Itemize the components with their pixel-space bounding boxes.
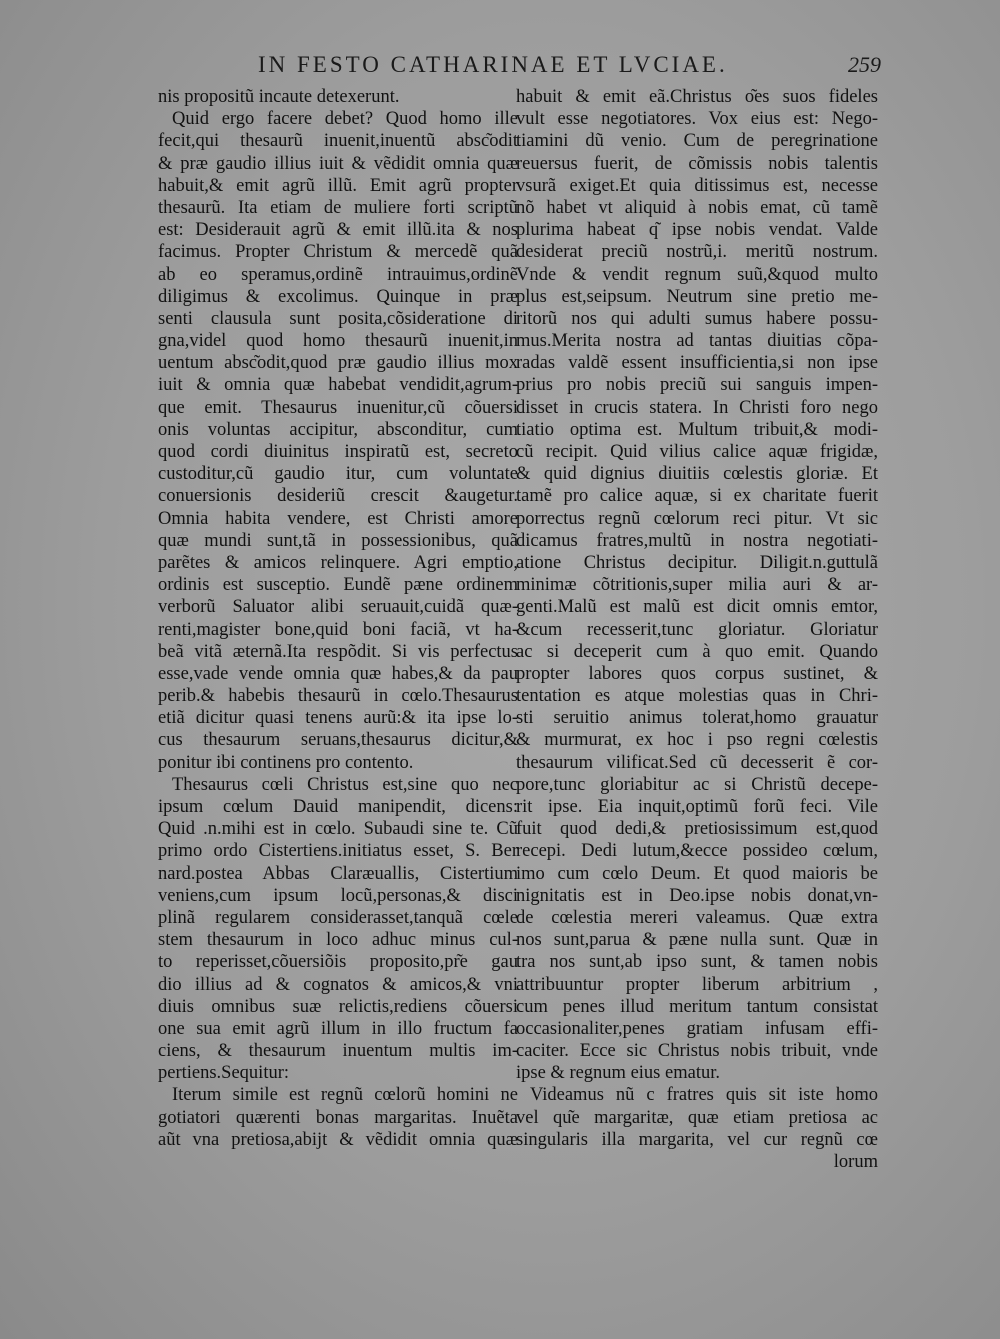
text-line: custoditur,cũ gaudio itur, cum voluntate	[158, 464, 518, 485]
right-text-column	[516, 86, 878, 1173]
text-line: fecit,qui thesaurũ inuenit,inuentũ absc͂odit	[158, 131, 518, 152]
text-line: minimæ cõtritionis,super milia auri & ar-	[516, 575, 878, 596]
text-line: facimus. Propter Christum & mercedẽ quã	[158, 242, 518, 263]
text-line: ipsum cœlum Dauid manipendit, dicens:	[158, 797, 518, 817]
text-line: verborũ Saluator alibi seruauit,cuidã quæ-	[158, 597, 518, 618]
running-title: IN FESTO CATHARINAE ET LVCIAE.	[258, 52, 728, 77]
text-line: Videamus nũ c fratres quis sit iste homo	[530, 1085, 878, 1106]
text-line: renti,magister bone,quid boni faciã, vt ha-	[158, 619, 518, 640]
text-line: ac si deceperit cum à quo emit. Quando	[516, 641, 878, 662]
text-line: uentum absc͂odit,quod præ gaudio illius mox	[158, 353, 518, 374]
text-line: prius pro nobis preciũ sui sanguis impen-	[516, 375, 878, 396]
text-line: nignitatis est in Deo.ipse nobis donat,vn-	[516, 885, 878, 906]
text-line: thesaurum vilificat.Sed cũ decesserit ẽ cor-	[516, 752, 878, 773]
text-line: occasionaliter,penes gratiam infusam effi-	[516, 1018, 878, 1039]
text-line: que emit. Thesaurus inuenitur,cũ cõuersi	[158, 397, 518, 418]
text-line: nis propositũ incaute detexerunt.	[158, 87, 400, 107]
text-line: thesaurũ. Ita etiam de muliere forti scriptũ	[158, 197, 518, 218]
text-line: plurima habeat q͂ ipse nobis vendat. Valde	[516, 220, 878, 241]
text-line: esse,vade vende omnia quæ habes,& da pau	[158, 663, 518, 684]
text-line: ipse & regnum eius ematur.	[516, 1063, 720, 1084]
text-line: de cœlestia mereri valeamus. Quæ extra	[516, 907, 878, 928]
text-line: etiã dicitur quasi tenens aurũ:& ita ipse lo-	[158, 708, 518, 729]
text-line: pore,tunc gloriabitur ac si Christũ decepe-	[516, 774, 878, 795]
text-line: tamẽ pro calice aquæ, si ex charitate fuerit	[516, 486, 878, 507]
text-line: mus.Merita nostra ad tantas diuitias cõpa-	[516, 331, 878, 352]
left-text-column	[158, 86, 518, 1151]
text-line: caciter. Ecce sic Christus nobis tribuit, vnde	[516, 1041, 878, 1062]
text-line: singularis illa margarita, vel cur regnũ cœ	[516, 1129, 878, 1150]
text-line: vel qu͂e margaritæ, quæ etiam pretiosa ac	[516, 1107, 878, 1128]
text-line: lorum	[833, 1152, 878, 1172]
text-line: & murmurat, ex hoc i pso regni cœlestis	[516, 730, 878, 751]
text-line: onis voluntas accipitur, absconditur, cum	[158, 419, 518, 440]
text-line: tiatio optima est. Multum tribuit,& modi-	[516, 419, 878, 440]
text-line: propter labores quos corpus sustinet, &	[516, 663, 878, 684]
text-line: plus est,seipsum. Neutrum sine pretio me-	[516, 286, 878, 307]
text-line: cus thesaurum seruans,thesaurus dicitur,&	[158, 730, 518, 751]
text-line: habuit & emit eã.Christus o͂es suos fideles	[516, 87, 878, 107]
text-line: dicamus fratres,multũ in nostra negotiati-	[516, 530, 878, 551]
text-line: Vnde & vendit regnum suũ,&quod multo	[516, 264, 878, 285]
text-line: parẽtes & amicos relinquere. Agri emptio,	[158, 552, 518, 573]
text-line: gotiatori quærenti bonas margaritas. Inuẽta	[158, 1107, 518, 1128]
text-line: ciens, & thesaurum inuentum multis im-	[158, 1041, 518, 1062]
text-line: genti.Malũ est malũ est dicit omnis emtor,	[516, 597, 878, 618]
text-line: senti clausula sunt posita,cõsideratione di	[158, 308, 518, 329]
text-line: Quid ergo facere debet? Quod homo ille	[172, 109, 518, 130]
text-line: attribuuntur propter liberum arbitrium ,	[516, 974, 878, 995]
text-line: est: Desiderauit agrũ & emit illũ.ita & nos	[158, 220, 518, 241]
text-line: imo cum cœlo Deum. Et quod maioris be	[516, 863, 878, 884]
text-line: quæ mundi sunt,tã in possessionibus, quã	[158, 530, 518, 551]
text-line: ab eo speramus,ordinẽ intrauimus,ordinẽ	[158, 264, 518, 285]
text-line: desiderat preciũ nostrũ,i. meritũ nostrum.	[516, 242, 878, 263]
text-line: ritorũ nos qui adulti sumus habere possu-	[516, 308, 878, 329]
text-line: atione Christus decipitur. Diligit.n.guttulã	[516, 552, 878, 573]
text-line: nos sunt,parua & pæne nulla sunt. Quæ in	[516, 930, 878, 951]
page-number: 259	[848, 52, 881, 77]
text-line: disset in crucis statera. In Christi foro nego	[516, 397, 878, 418]
text-line: perib.& habebis thesaurũ in cœlo.Thesaurus	[158, 686, 518, 707]
text-line: tiamini dũ venio. Cum de peregrinatione	[516, 131, 878, 152]
text-line: sti seruitio animus tolerat,homo grauatur	[516, 708, 878, 729]
text-line: Quid .n.mihi est in cœlo. Subaudi sine te. Cũ	[158, 819, 518, 840]
text-line: diligimus & excolimus. Quinque in præ	[158, 286, 518, 307]
text-line: fuit quod dedi,& pretiosissimum est,quod	[516, 819, 878, 840]
text-line: primo ordo Cistertiens.initiatus esset, S. Ber	[158, 841, 518, 862]
text-line: pertiens.Sequitur:	[158, 1063, 290, 1084]
text-line: & quid dignius diuitiis cœlestis gloriæ. Et	[516, 464, 878, 485]
text-line: recepi. Dedi lutum,&ecce possideo cœlum,	[516, 841, 878, 862]
text-line: cum penes illud meritum tantum consistat	[516, 996, 878, 1017]
text-line: cũ recipit. Quid vilius calice aquæ frigidæ,	[516, 442, 878, 462]
text-line: gna,videl quod homo thesaurũ inuenit,in	[158, 331, 518, 352]
text-line: tentation es atque molestias quas in Chri-	[516, 686, 878, 707]
text-line: tra nos sunt,ab ipso sunt, & tamen nobis	[516, 952, 878, 973]
text-line: beã vitã æternã.Ita respõdit. Si vis perfectus	[158, 641, 518, 662]
text-line: dio illius ad & cognatos & amicos,& vni	[158, 974, 518, 995]
text-line: radas valdẽ essent insufficientia,si non ipse	[516, 353, 878, 374]
text-line: habuit,& emit agrũ illũ. Emit agrũ propter	[158, 175, 518, 196]
text-line: ponitur ibi continens pro contento.	[158, 752, 414, 773]
text-line: rit ipse. Eia inquit,optimũ forũ feci. Vile	[516, 797, 878, 817]
text-line: porrectus regnũ cœlorum reci pitur. Vt sic	[516, 508, 878, 529]
text-line: Omnia habita vendere, est Christi amore	[158, 508, 518, 529]
text-line: quod cordi diuinitus inspiratũ est, secreto	[158, 442, 518, 462]
text-line: to reperisset,cõuersiõis proposito,pr͂e gau	[158, 952, 518, 973]
text-line: iuit & omnia quæ habebat vendidit,agrum-	[158, 375, 518, 396]
text-line: Iterum simile est regnũ cœlorũ homini ne	[172, 1085, 518, 1106]
text-line: diuis omnibus suæ relictis,rediens cõuersi	[158, 996, 518, 1017]
text-line: nõ habet vt aliquid à nobis emat, cũ tamẽ	[516, 197, 878, 218]
text-line: conuersionis desideriũ crescit &augetur.	[158, 486, 518, 507]
text-line: ordinis est susceptio. Eundẽ pæne ordinem	[158, 575, 518, 596]
text-line: plinã regularem considerasset,tanquã cœle	[158, 907, 518, 928]
text-line: nard.postea Abbas Claræuallis, Cistertium	[158, 863, 518, 884]
text-line: vsurã exiget.Et quia ditissimus est, necesse	[516, 175, 878, 196]
text-line: aũt vna pretiosa,abijt & vẽdidit omnia quæ	[158, 1129, 518, 1150]
text-line: veniens,cum ipsum locũ,personas,& disci	[158, 885, 518, 906]
text-line: Thesaurus cœli Christus est,sine quo nec	[172, 774, 518, 795]
text-line: stem thesaurum in loco adhuc minus cul-	[158, 930, 518, 951]
text-line: vult esse negotiatores. Vox eius est: Nego-	[516, 109, 878, 130]
text-line: reuersus fuerit, de cõmissis nobis talentis	[516, 153, 878, 174]
text-line: one sua emit agrũ illum in illo fructum fa	[158, 1018, 518, 1039]
text-line: & præ gaudio illius iuit & vẽdidit omnia quæ	[158, 153, 518, 174]
text-line: &cum recesserit,tunc gloriatur. Gloriatur	[516, 619, 878, 640]
